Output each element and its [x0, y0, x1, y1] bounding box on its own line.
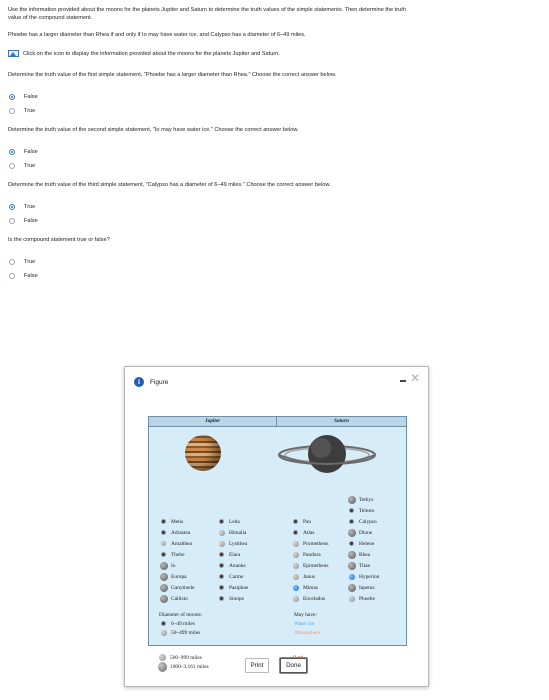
q1-option-true[interactable] — [9, 106, 35, 115]
question-3-prompt: Determine the truth value of the third simple statement, "Calypso has a diameter of 6–49 miles." Choose the correct answer below. — [8, 182, 331, 188]
intro-text — [8, 6, 538, 22]
moon-prometheus: Prometheus — [291, 539, 328, 548]
moon-amalthea: Amalthea — [159, 539, 192, 548]
moon-mimas: Mimas — [291, 583, 318, 592]
figure-dialog — [124, 366, 429, 687]
moon-europa: Europa — [159, 572, 187, 581]
question-2-prompt: Determine the truth value of the second simple statement, "Io may have water ice." Choose the correct answer below. — [8, 127, 299, 133]
diameter-500-999: 500–999 miles — [158, 653, 202, 662]
moon-adrastea: Adrastea — [159, 528, 190, 537]
close-icon[interactable]: ✕ — [409, 371, 420, 385]
q4-option-true[interactable] — [9, 257, 35, 266]
moon-helene: Helene — [347, 539, 374, 548]
moon-himalia: Himalia — [217, 528, 246, 537]
q3-option-false[interactable] — [9, 216, 38, 225]
figure-link-label[interactable]: Click on the icon to display the information provided about the moons for the planets Jupiter and Saturn. — [23, 50, 280, 57]
diameter-1000-3161: 1000–3,161 miles — [158, 662, 209, 671]
option-label[interactable]: True — [24, 203, 36, 210]
radio-selected[interactable] — [9, 94, 15, 100]
diameter-50-499: 50–499 miles — [159, 628, 200, 637]
q2-option-false[interactable] — [9, 147, 38, 156]
moon-ananke: Ananke — [217, 561, 246, 570]
intro-line-2: value of the compound statement. — [8, 15, 93, 21]
moon-pasiphae: Pasiphae — [217, 583, 248, 592]
moon-elara: Elara — [217, 550, 240, 559]
moon-rhea: Rhea — [347, 550, 370, 559]
option-label[interactable]: False — [24, 272, 38, 279]
moon-pan: Pan — [291, 517, 311, 526]
q2-option-true[interactable] — [9, 161, 35, 170]
option-label[interactable]: False — [24, 93, 38, 100]
q1-option-false[interactable] — [9, 92, 38, 101]
given-statement: Phoebe has a larger diameter than Rhea if and only if Io may have water ice, and Calypso has a diameter of 6–49 miles. — [8, 32, 306, 38]
option-label[interactable]: True — [24, 162, 36, 169]
may-have-title: May have: — [294, 611, 317, 618]
figure-link[interactable] — [8, 50, 280, 57]
moon-metis: Metis — [159, 517, 183, 526]
option-label[interactable]: False — [24, 217, 38, 224]
option-label[interactable]: False — [24, 148, 38, 155]
moon-carme: Carme — [217, 572, 243, 581]
moon-ganymede: Ganymede — [159, 583, 194, 592]
intro-line-1: Use the information provided about the moons for the planets Jupiter and Saturn to determine the truth values of the simple statements. Then determine the truth — [8, 7, 406, 13]
radio-selected[interactable] — [9, 149, 15, 155]
moon-titan: Titan — [347, 561, 370, 570]
info-icon: i — [134, 377, 144, 387]
q3-option-true[interactable] — [9, 202, 35, 211]
moon-enceladus: Enceladus — [291, 594, 325, 603]
moon-sinope: Sinope — [217, 594, 244, 603]
moon-hyperion: Hyperion — [347, 572, 379, 581]
print-button[interactable]: Print — [245, 658, 269, 673]
moon-phoebe: Phoebe — [347, 594, 375, 603]
minimize-icon[interactable] — [400, 380, 406, 382]
question-1-prompt: Determine the truth value of the first simple statement, "Phoebe has a larger diameter than Rhea." Choose the correct answer below. — [8, 72, 337, 78]
moon-dione: Dione — [347, 528, 372, 537]
moon-iapetus: Iapetus — [347, 583, 375, 592]
radio[interactable] — [9, 163, 15, 169]
saturn-header: Saturn — [277, 417, 406, 427]
radio[interactable] — [9, 218, 15, 224]
dialog-title: Figure — [150, 378, 169, 386]
jupiter-header: Jupiter — [149, 417, 277, 427]
diameter-legend-title: Diameter of moons: — [159, 611, 203, 618]
moons-figure — [148, 416, 407, 646]
q4-option-false[interactable] — [9, 271, 38, 280]
option-label[interactable]: True — [24, 258, 36, 265]
image-icon[interactable] — [8, 50, 19, 57]
moon-tethys: Tethys — [347, 495, 373, 504]
moon-calypso: Calypso — [347, 517, 377, 526]
moon-lysithea: Lysithea — [217, 539, 247, 548]
question-4-prompt: Is the compound statement true or false? — [8, 237, 110, 243]
done-button[interactable]: Done — [280, 658, 307, 673]
moon-pandora: Pandora — [291, 550, 321, 559]
radio[interactable] — [9, 108, 15, 114]
radio[interactable] — [9, 273, 15, 279]
jupiter-image — [185, 435, 221, 471]
radio-selected[interactable] — [9, 204, 15, 210]
moon-epimetheus: Epimetheus — [291, 561, 328, 570]
moon-atlas: Atlas — [291, 528, 314, 537]
dialog-header — [134, 377, 168, 387]
moon-janus: Janus — [291, 572, 315, 581]
moon-io: Io — [159, 561, 176, 570]
legend-atmosphere: Atmosphere — [294, 629, 321, 636]
saturn-image — [277, 431, 377, 477]
option-label[interactable]: True — [24, 107, 36, 114]
radio[interactable] — [9, 259, 15, 265]
moon-thebe: Thebe — [159, 550, 184, 559]
moon-telesto: Telesto — [347, 506, 375, 515]
moon-leda: Leda — [217, 517, 240, 526]
diameter-6-49: 6–49 miles — [159, 619, 195, 628]
legend-water-ice: Water ice — [294, 620, 315, 627]
moon-callisto: Callisto — [159, 594, 188, 603]
